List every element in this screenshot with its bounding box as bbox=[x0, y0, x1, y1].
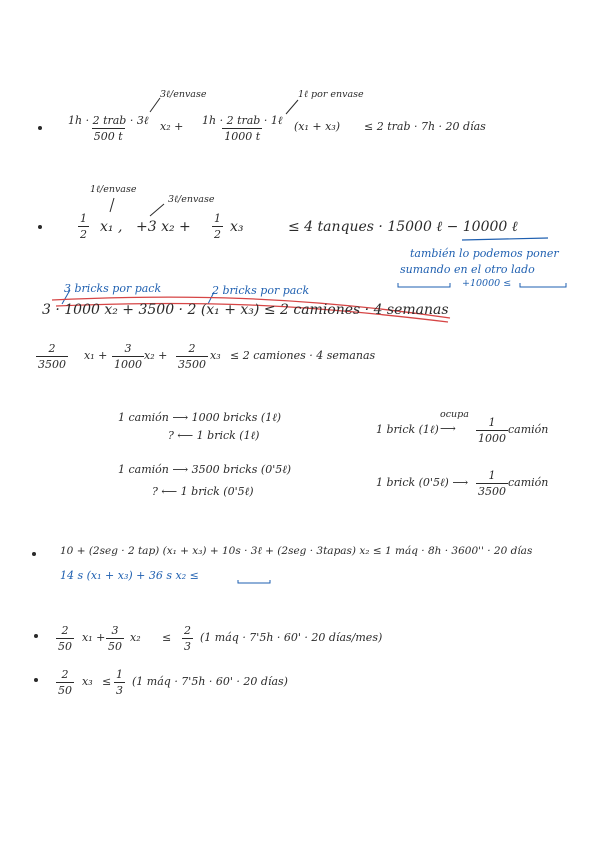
variable-term: x₂ + bbox=[144, 349, 168, 362]
denominator: 3500 bbox=[38, 358, 66, 371]
numerator: 2 bbox=[61, 668, 69, 681]
inequality-sign: ≤ bbox=[162, 631, 172, 644]
numerator: 2 bbox=[184, 624, 191, 637]
underline-stroke bbox=[238, 580, 270, 583]
numerator: 3 bbox=[124, 342, 132, 355]
annotation-note: 1ℓ por envase bbox=[298, 89, 364, 100]
unit-label: camión bbox=[508, 476, 549, 489]
denominator: 3500 bbox=[178, 358, 206, 371]
variable-term: x₁ + bbox=[82, 631, 106, 644]
numerator: 2 bbox=[188, 342, 196, 355]
pointer-stroke bbox=[150, 98, 160, 112]
denominator: 1000 t bbox=[224, 130, 261, 143]
inequality-sign: ≤ bbox=[102, 675, 112, 688]
pointer-stroke bbox=[110, 198, 114, 212]
rule-line: 1 camión ⟶ 3500 bricks (0'5ℓ) bbox=[118, 463, 292, 476]
denominator: 50 bbox=[58, 684, 72, 697]
inequality-rhs: ≤ 4 tanques · 15000 ℓ − 10000 ℓ bbox=[288, 219, 518, 235]
denominator: 50 bbox=[58, 640, 72, 653]
variable-term: x₃ bbox=[82, 675, 93, 688]
fraction bbox=[212, 212, 223, 241]
annotation-note: 1ℓ/envase bbox=[90, 184, 137, 195]
pointer-stroke bbox=[150, 204, 164, 216]
bullet bbox=[38, 126, 42, 130]
arrow-glyph: ⟶ bbox=[440, 422, 456, 435]
inequality-rhs: ≤ 2 camiones · 4 semanas bbox=[230, 349, 376, 362]
denominator: 500 t bbox=[93, 130, 123, 143]
rule-line: 1 brick (1ℓ) bbox=[376, 423, 439, 436]
numerator: 3 bbox=[111, 624, 119, 637]
fraction bbox=[476, 469, 508, 498]
rule-line: ? ⟵ 1 brick (1ℓ) bbox=[168, 429, 260, 442]
fraction bbox=[106, 624, 124, 653]
side-note: +10000 ≤ bbox=[462, 278, 512, 289]
variable-term: x₃ bbox=[210, 349, 221, 362]
denominator: 50 bbox=[108, 640, 122, 653]
underline-stroke bbox=[462, 238, 548, 240]
rule-line: 1 camión ⟶ 1000 bricks (1ℓ) bbox=[118, 411, 282, 424]
rule-line: 1 brick (0'5ℓ) ⟶ bbox=[376, 476, 469, 489]
numerator: 1 bbox=[116, 668, 123, 681]
unit-label: camión bbox=[508, 423, 549, 436]
bullet bbox=[34, 634, 38, 638]
numerator: 2 bbox=[48, 342, 56, 355]
fraction bbox=[36, 342, 68, 371]
fraction bbox=[112, 342, 144, 371]
equation: 10 + (2seg · 2 tap) (x₁ + x₃) + 10s · 3ℓ + (2seg · 3tapas) x₂ ≤ 1 máq · 8h · 3600'' · 20 días bbox=[60, 545, 533, 557]
rule-line: ? ⟵ 1 brick (0'5ℓ) bbox=[152, 485, 254, 498]
numerator: 1 bbox=[488, 469, 496, 482]
inequality-rhs: (1 máq · 7'5h · 60' · 20 días) bbox=[132, 675, 288, 688]
numerator: 1 bbox=[214, 212, 221, 225]
bracket-stroke bbox=[520, 283, 566, 287]
struck-equation: 3 · 1000 x₂ + 3500 · 2 (x₁ + x₃) ≤ 2 camiones · 4 semanas bbox=[42, 302, 449, 318]
fraction bbox=[114, 668, 125, 697]
variable-term: x₂ bbox=[130, 631, 141, 644]
variable-term: x₁ + bbox=[84, 349, 108, 362]
inequality-rhs: ≤ 2 trab · 7h · 20 días bbox=[364, 120, 486, 133]
denominator: 3 bbox=[184, 640, 191, 653]
denominator: 3 bbox=[116, 684, 123, 697]
variable-term: (x₁ + x₃) bbox=[294, 120, 341, 133]
side-note: 14 s (x₁ + x₃) + 36 s x₂ ≤ bbox=[60, 569, 199, 582]
pointer-stroke bbox=[286, 100, 298, 114]
numerator: 1 bbox=[80, 212, 87, 225]
side-note: 3 bricks por pack bbox=[64, 282, 162, 295]
fraction bbox=[476, 416, 508, 445]
variable-term: x₂ + bbox=[160, 120, 184, 133]
fraction bbox=[78, 212, 89, 241]
bullet bbox=[38, 225, 42, 229]
fraction bbox=[56, 624, 74, 653]
annotation-note: 3ℓ/envase bbox=[160, 89, 207, 100]
fraction bbox=[56, 668, 74, 697]
annotation-note: 3ℓ/envase bbox=[168, 194, 215, 205]
numerator: 1 bbox=[488, 416, 496, 429]
variable-term: x₃ bbox=[230, 219, 244, 235]
variable-term: +3 x₂ + bbox=[136, 219, 191, 235]
arrow-label: ocupa bbox=[440, 409, 469, 420]
numerator: 1h · 2 trab · 1ℓ bbox=[202, 114, 283, 127]
numerator: 1h · 2 trab · 3ℓ bbox=[68, 114, 149, 127]
denominator: 2 bbox=[80, 228, 87, 241]
variable-term: x₁ , bbox=[100, 219, 123, 235]
fraction bbox=[200, 114, 284, 143]
numerator: 2 bbox=[61, 624, 69, 637]
bullet bbox=[32, 552, 36, 556]
bracket-stroke bbox=[398, 283, 450, 287]
fraction bbox=[176, 342, 208, 371]
denominator: 1000 bbox=[114, 358, 142, 371]
bullet bbox=[34, 678, 38, 682]
denominator: 2 bbox=[214, 228, 221, 241]
inequality-rhs: (1 máq · 7'5h · 60' · 20 días/mes) bbox=[200, 631, 383, 644]
fraction bbox=[66, 114, 150, 143]
denominator: 3500 bbox=[478, 485, 506, 498]
fraction bbox=[182, 624, 193, 653]
denominator: 1000 bbox=[478, 432, 506, 445]
side-note: también lo podemos poner bbox=[410, 247, 559, 260]
side-note: 2 bricks por pack bbox=[212, 284, 310, 297]
side-note: sumando en el otro lado bbox=[400, 263, 535, 276]
